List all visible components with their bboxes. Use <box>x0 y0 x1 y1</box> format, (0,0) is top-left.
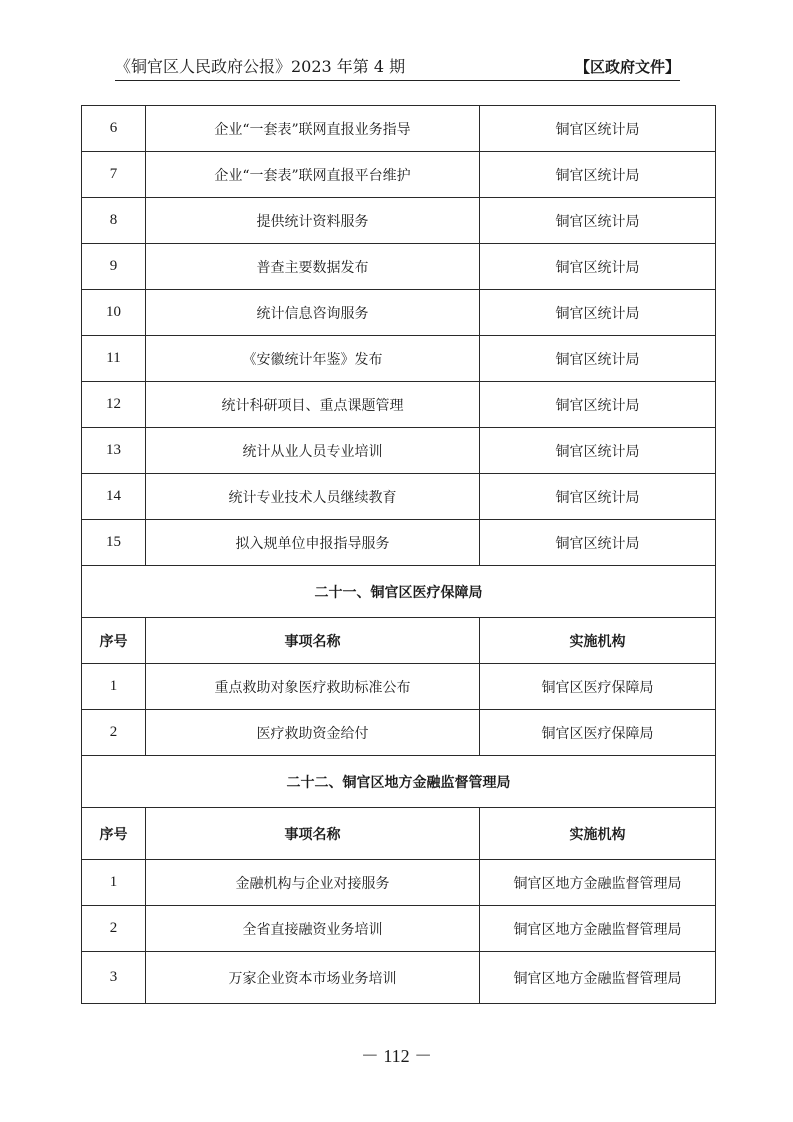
implementing-agency: 铜官区医疗保障局 <box>480 710 716 756</box>
implementing-agency: 铜官区统计局 <box>480 290 716 336</box>
table-row <box>82 474 716 520</box>
table-row <box>82 244 716 290</box>
implementing-agency: 铜官区地方金融监督管理局 <box>480 860 716 906</box>
service-items-table <box>81 105 716 1004</box>
item-name: 万家企业资本市场业务培训 <box>146 952 480 1004</box>
section-title: 二十二、铜官区地方金融监督管理局 <box>82 756 716 808</box>
item-name: 统计科研项目、重点课题管理 <box>146 382 480 428</box>
implementing-agency: 铜官区医疗保障局 <box>480 664 716 710</box>
page-header <box>115 54 680 80</box>
item-name: 拟入规单位申报指导服务 <box>146 520 480 566</box>
row-number: 14 <box>82 474 146 520</box>
table-row <box>82 520 716 566</box>
item-name: 统计专业技术人员继续教育 <box>146 474 480 520</box>
column-header-row <box>82 618 716 664</box>
implementing-agency: 铜官区统计局 <box>480 428 716 474</box>
item-name: 企业“一套表”联网直报平台维护 <box>146 152 480 198</box>
row-number: 7 <box>82 152 146 198</box>
row-number: 9 <box>82 244 146 290</box>
table-row <box>82 198 716 244</box>
implementing-agency: 铜官区统计局 <box>480 382 716 428</box>
table-row <box>82 336 716 382</box>
item-name: 提供统计资料服务 <box>146 198 480 244</box>
column-header-number: 序号 <box>82 808 146 860</box>
implementing-agency: 铜官区地方金融监督管理局 <box>480 906 716 952</box>
table-row <box>82 428 716 474</box>
row-number: 6 <box>82 106 146 152</box>
item-name: 普查主要数据发布 <box>146 244 480 290</box>
item-name: 企业“一套表”联网直报业务指导 <box>146 106 480 152</box>
implementing-agency: 铜官区统计局 <box>480 152 716 198</box>
column-header-name: 事项名称 <box>146 618 480 664</box>
row-number: 10 <box>82 290 146 336</box>
section-label: 【区政府文件】 <box>574 58 680 76</box>
implementing-agency: 铜官区统计局 <box>480 106 716 152</box>
column-header-agency: 实施机构 <box>480 808 716 860</box>
table-row <box>82 152 716 198</box>
row-number: 2 <box>82 906 146 952</box>
section-heading-row <box>82 756 716 808</box>
table-row <box>82 106 716 152</box>
table-row <box>82 664 716 710</box>
header-rule <box>115 80 680 81</box>
row-number: 13 <box>82 428 146 474</box>
item-name: 统计从业人员专业培训 <box>146 428 480 474</box>
page-number: － 112 － <box>360 1046 433 1066</box>
table-row <box>82 290 716 336</box>
row-number: 3 <box>82 952 146 1004</box>
implementing-agency: 铜官区地方金融监督管理局 <box>480 952 716 1004</box>
table-row <box>82 382 716 428</box>
table-row <box>82 860 716 906</box>
gazette-title: 《铜官区人民政府公报》2023 年第 4 期 <box>115 57 406 76</box>
implementing-agency: 铜官区统计局 <box>480 198 716 244</box>
row-number: 1 <box>82 664 146 710</box>
section-heading-row <box>82 566 716 618</box>
column-header-number: 序号 <box>82 618 146 664</box>
table-row <box>82 906 716 952</box>
table-row <box>82 710 716 756</box>
row-number: 8 <box>82 198 146 244</box>
item-name: 金融机构与企业对接服务 <box>146 860 480 906</box>
row-number: 12 <box>82 382 146 428</box>
row-number: 15 <box>82 520 146 566</box>
row-number: 11 <box>82 336 146 382</box>
table-row <box>82 952 716 1004</box>
row-number: 2 <box>82 710 146 756</box>
row-number: 1 <box>82 860 146 906</box>
column-header-agency: 实施机构 <box>480 618 716 664</box>
implementing-agency: 铜官区统计局 <box>480 244 716 290</box>
item-name: 重点救助对象医疗救助标准公布 <box>146 664 480 710</box>
section-title: 二十一、铜官区医疗保障局 <box>82 566 716 618</box>
item-name: 《安徽统计年鉴》发布 <box>146 336 480 382</box>
item-name: 医疗救助资金给付 <box>146 710 480 756</box>
implementing-agency: 铜官区统计局 <box>480 520 716 566</box>
column-header-row <box>82 808 716 860</box>
implementing-agency: 铜官区统计局 <box>480 336 716 382</box>
item-name: 全省直接融资业务培训 <box>146 906 480 952</box>
column-header-name: 事项名称 <box>146 808 480 860</box>
item-name: 统计信息咨询服务 <box>146 290 480 336</box>
implementing-agency: 铜官区统计局 <box>480 474 716 520</box>
